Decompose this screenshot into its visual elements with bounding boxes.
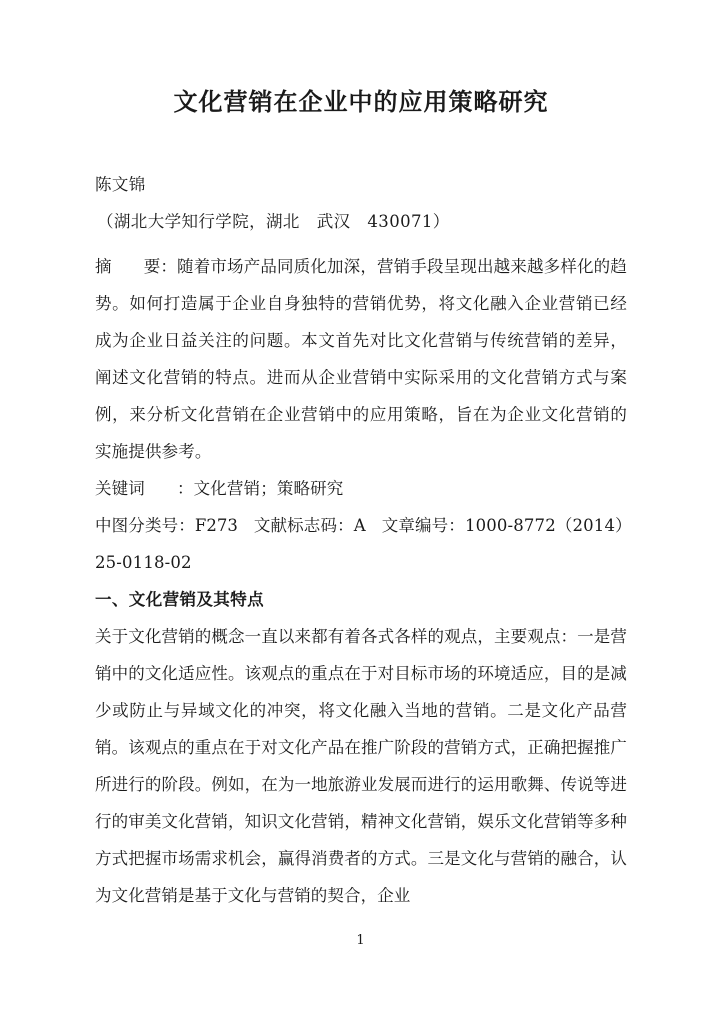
page-content — [95, 0, 627, 914]
page-number: 1 — [356, 933, 365, 948]
page-title: 文化营销在企业中的应用策略研究 — [173, 87, 549, 116]
document-code-label: 文献标志码： — [253, 516, 354, 535]
classification-line — [95, 507, 627, 581]
clc-number-label: 中图分类号： — [95, 516, 195, 535]
author-affiliation: （湖北大学知行学院，湖北 武汉 430071） — [97, 212, 450, 231]
abstract-label-first-char: 摘 — [95, 257, 112, 276]
author-name: 陈文锦 — [95, 175, 146, 194]
section-heading: 一、文化营销及其特点 — [95, 590, 264, 609]
section-body-paragraph: 关于文化营销的概念一直以来都有着各式各样的观点，主要观点：一是营销中的文化适应性。该观点的重点在于对目标市场的环境适应，目的是减少或防止与异域文化的冲突，将文化融入当地的营销。二是文化产品营销。该观点的重点在于对文化产品在推广阶段的营销方式，正确把握推广所进行的阶段。例如，在为一地旅游业发展而进行的运用歌舞、传说等进行的审美文化营销，知识文化营销，精神文化营销，娱乐文化营销等多种方式把握市场需求机会，赢得消费者的方式。三是文化与营销的融合，认为文化营销是基于文化与营销的契合，企业 — [95, 627, 627, 905]
article-id-value: 1000-8772（2014）25-0118-02 — [95, 516, 624, 572]
keywords-text: 文化营销；策略研究 — [193, 479, 344, 498]
abstract-colon: ： — [160, 257, 178, 276]
section-one — [95, 581, 627, 914]
abstract-paragraph — [95, 248, 627, 470]
abstract-block — [95, 248, 627, 581]
clc-number-value: F273 — [194, 516, 238, 535]
abstract-text: 随着市场产品同质化加深，营销手段呈现出越来越多样化的趋势。如何打造属于企业自身独特的营销优势，将文化融入企业营销已经成为企业日益关注的问题。本文首先对比文化营销与传统营销的差异，阐述文化营销的特点。进而从企业营销中实际采用的文化营销方式与案例，来分析文化营销在企业营销中的应用策略，旨在为企业文化营销的实施提供参考。 — [95, 257, 627, 461]
keywords-label: 关键词 — [95, 479, 145, 498]
document-code-value: A — [353, 516, 366, 535]
abstract-label-second-char: 要 — [143, 257, 161, 276]
article-id-label: 文章编号： — [381, 516, 465, 535]
keywords-colon: ： — [176, 479, 194, 498]
keywords-paragraph — [95, 470, 627, 507]
